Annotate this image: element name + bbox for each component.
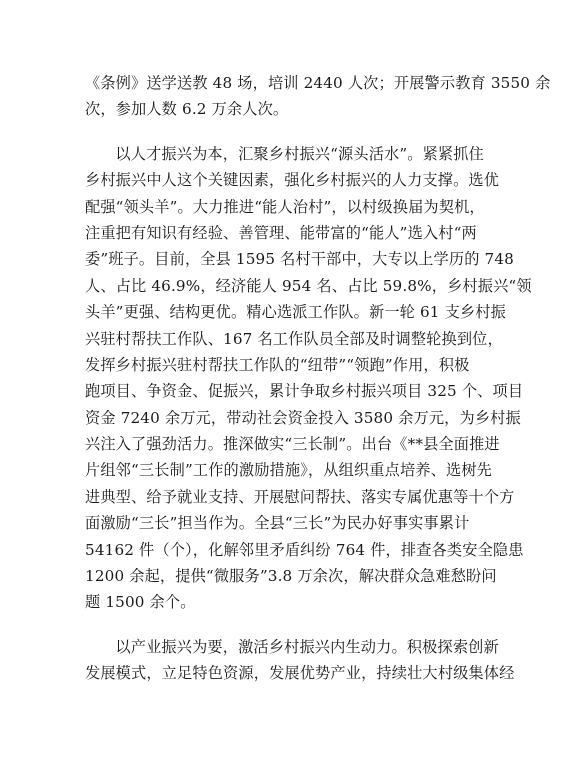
paragraph-line: 题 1500 余个。 (85, 593, 196, 612)
paragraph-3 (85, 634, 515, 687)
paragraph-line: 发挥乡村振兴驻村帮扶工作队的“纽带”“领跑”作用，积极 (85, 355, 470, 374)
paragraph-line: 以产业振兴为要，激活乡村振兴内生动力。积极探索创新 (115, 637, 499, 656)
paragraph-line: 以人才振兴为本，汇聚乡村振兴“源头活水”。紧紧抓住 (115, 144, 484, 163)
paragraph-line: 进典型、给予就业支持、开展慰问帮扶、落实专属优惠等十个方 (85, 487, 515, 506)
paragraph-line: 委”班子。目前，全县 1595 名村干部中，大专以上学历的 748 (85, 250, 514, 269)
paragraph-line: 片组邻“三长制”工作的激励措施》，从组织重点培养、选树先 (85, 461, 493, 480)
paragraph-line: 面激励“三长”担当作为。全县“三长”为民办好事实事累计 (85, 514, 470, 533)
paragraph-line: 资金 7240 余万元，带动社会资金投入 3580 余万元，为乡村振 (85, 408, 521, 427)
paragraph-line: 人、占比 46.9%，经济能人 954 名、占比 59.8%，乡村振兴“领 (85, 276, 532, 295)
document-body (85, 70, 551, 687)
paragraph-2 (85, 141, 532, 616)
paragraph-line: 跑项目、争资金、促振兴，累计争取乡村振兴项目 325 个、项目 (85, 382, 524, 401)
paragraph-spacer (85, 616, 505, 634)
paragraph-1 (85, 70, 551, 123)
paragraph-line: 乡村振兴中人这个关键因素，强化乡村振兴的人力支撑。选优 (85, 171, 500, 190)
paragraph-line: 头羊”更强、结构更优。精心选派工作队。新一轮 61 支乡村振 (85, 303, 506, 322)
paragraph-line: 注重把有知识有经验、善管理、能带富的“能人”选入村“两 (85, 223, 477, 242)
paragraph-line: 兴注入了强劲活力。推深做实“三长制”。出台《**县全面推进 (85, 435, 500, 454)
paragraph-line: 次，参加人数 6.2 万余人次。 (85, 100, 289, 119)
paragraph-line: 《条例》送学送教 48 场，培训 2440 人次；开展警示教育 3550 余 (85, 74, 551, 92)
paragraph-line: 发展模式，立足特色资源，发展优势产业，持续壮大村级集体经 (85, 664, 515, 683)
paragraph-spacer (85, 123, 505, 141)
paragraph-line: 1200 余起，提供“微服务”3.8 万余次，解决群众急难愁盼问 (85, 567, 497, 586)
paragraph-line: 54162 件（个），化解邻里矛盾纠纷 764 件，排查各类安全隐患 (85, 540, 524, 559)
paragraph-line: 兴驻村帮扶工作队、167 名工作队员全部及时调整轮换到位， (85, 329, 503, 348)
paragraph-line: 配强“领头羊”。大力推进“能人治村”，以村级换届为契机， (85, 197, 485, 216)
